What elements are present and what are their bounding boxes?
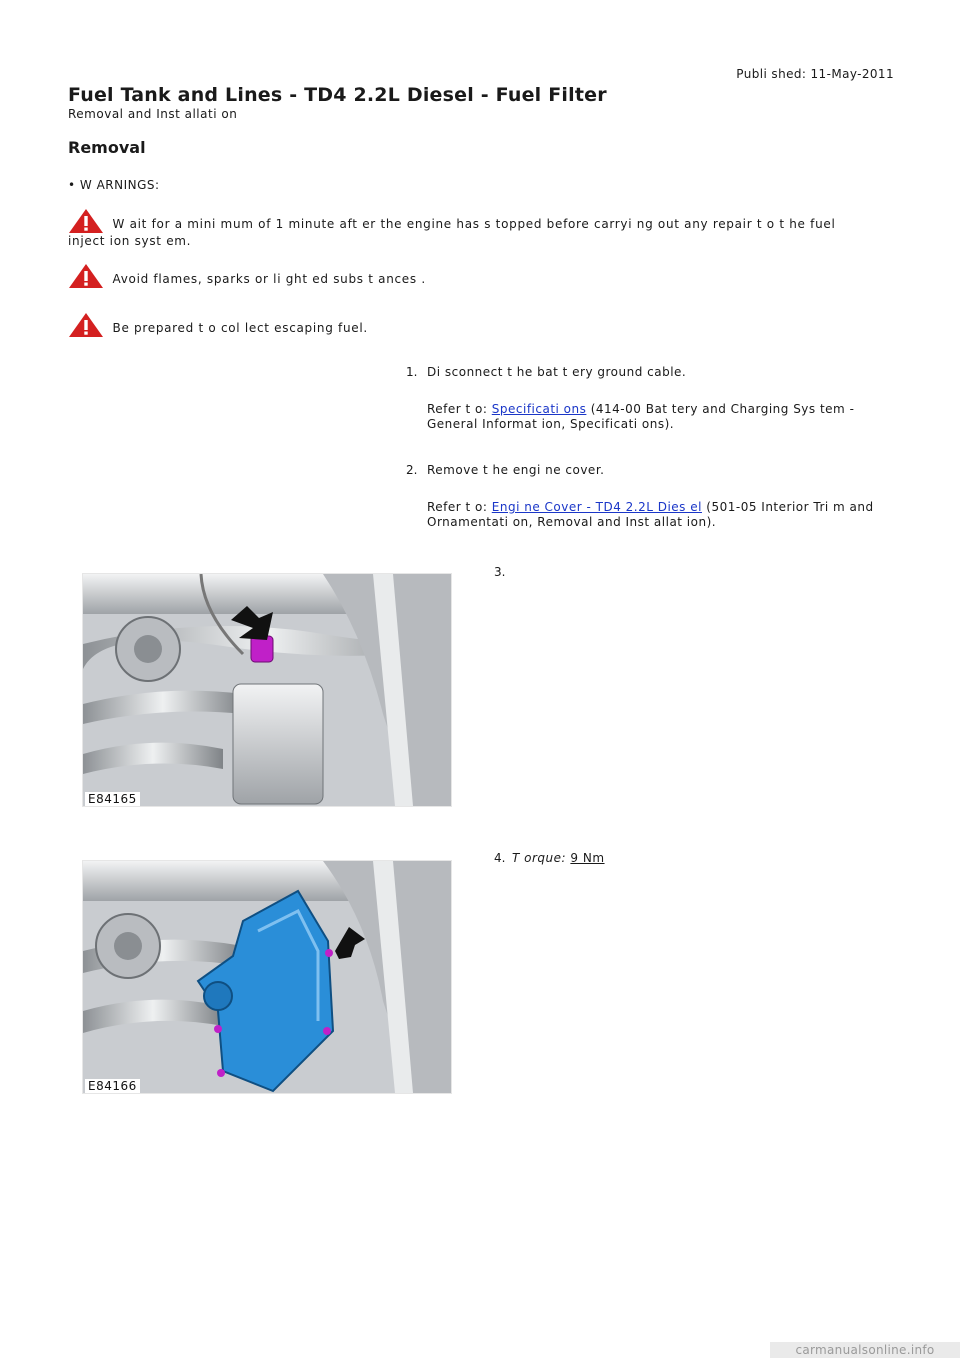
step-reference xyxy=(427,500,887,530)
warning-item xyxy=(68,263,868,289)
step-reference xyxy=(427,402,887,432)
warning-triangle-icon xyxy=(68,263,104,289)
torque-value-link[interactable]: 9 Nm xyxy=(570,851,605,865)
engine-cover-link[interactable]: Engi ne Cover - TD4 2.2L Dies el xyxy=(491,500,702,514)
torque-spec xyxy=(512,851,960,866)
figure-label: E84165 xyxy=(85,792,140,806)
page-subtitle: Removal and Inst allati on xyxy=(68,107,238,121)
refer-to-label: Refer t o: xyxy=(427,500,492,514)
watermark: carmanualsonline.info xyxy=(770,1342,960,1358)
warning-text: Be prepared t o col lect escaping fuel. xyxy=(108,321,368,335)
engine-illustration-fuel-filter xyxy=(83,861,451,1093)
engine-illustration-connector xyxy=(83,574,451,806)
warning-text: Avoid flames, sparks or li ght ed subs t ances . xyxy=(108,272,426,286)
warning-text: W ait for a mini mum of 1 minute aft er the engine has s topped before carryi ng out any repair t o t he fuel inject ion syst em. xyxy=(68,217,836,248)
warning-item xyxy=(68,312,868,338)
warning-item xyxy=(68,208,868,248)
step-number: 4. xyxy=(494,851,506,865)
warning-triangle-icon xyxy=(68,208,104,234)
step-number: 3. xyxy=(494,565,506,579)
page-title: Fuel Tank and Lines - TD4 2.2L Diesel - Fuel Filter xyxy=(68,84,607,106)
published-date: Publi shed: 11-May-2011 xyxy=(736,67,894,81)
figure-label: E84166 xyxy=(85,1079,140,1093)
torque-label: T orque: xyxy=(512,851,567,865)
reference-description: (414-00 Bat tery and Charging Sys tem - General Informat ion, Specificati ons). xyxy=(427,402,855,431)
section-title-removal: Removal xyxy=(68,138,146,157)
reference-description: (501-05 Interior Tri m and Ornamentati on, Removal and Inst allat ion). xyxy=(427,500,874,529)
step-number: 1. xyxy=(406,365,418,379)
step-text: Remove t he engi ne cover. xyxy=(427,463,605,477)
warning-triangle-icon xyxy=(68,312,104,338)
step-number: 2. xyxy=(406,463,418,477)
figure-step-3 xyxy=(82,573,452,807)
specifications-link[interactable]: Specificati ons xyxy=(491,402,587,416)
figure-step-4 xyxy=(82,860,452,1094)
step-text: Di sconnect t he bat t ery ground cable. xyxy=(427,365,687,379)
warnings-label: • W ARNINGS: xyxy=(68,178,160,192)
refer-to-label: Refer t o: xyxy=(427,402,492,416)
